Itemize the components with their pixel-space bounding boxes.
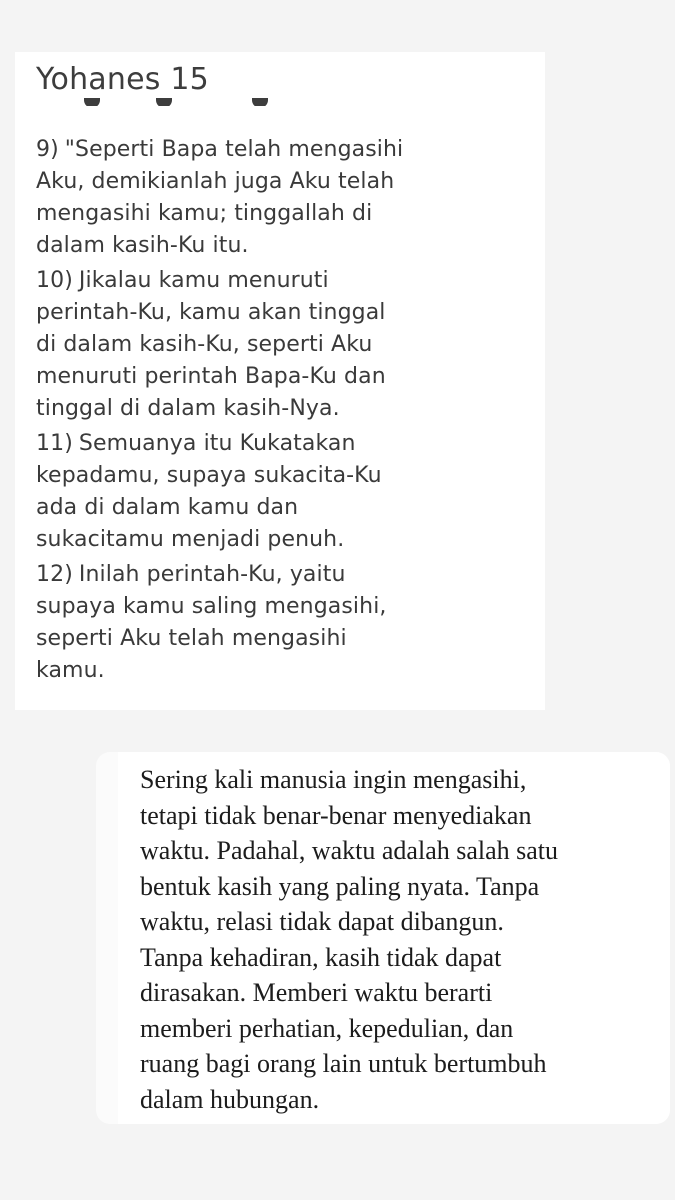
- verse-list: [36, 134, 536, 690]
- note-line: waktu. Padahal, waktu adalah salah satu: [140, 836, 559, 865]
- reflection-note-card: [96, 752, 670, 1124]
- verse-9: [36, 134, 536, 262]
- verse-number: 11): [36, 431, 73, 456]
- verse-line: Inilah perintah-Ku, yaitu: [78, 562, 346, 587]
- verse-12: [36, 559, 536, 687]
- verse-line: mengasihi kamu; tinggallah di: [36, 201, 373, 226]
- note-line: Sering kali manusia ingin mengasihi,: [140, 765, 527, 794]
- note-line: tetapi tidak benar-benar menyediakan: [140, 800, 532, 830]
- verse-line: kamu.: [36, 658, 105, 683]
- verse-10: [36, 265, 536, 425]
- cropped-text-remnant: [36, 98, 276, 106]
- verse-number: 12): [36, 562, 73, 587]
- note-line: memberi perhatian, kepedulian, dan: [140, 1013, 514, 1043]
- verse-line: seperti Aku telah mengasihi: [36, 626, 347, 651]
- verse-line: Jikalau kamu menuruti: [78, 268, 329, 293]
- verse-line: menuruti perintah Bapa-Ku dan: [36, 364, 386, 389]
- verse-line: supaya kamu saling mengasihi,: [36, 594, 387, 619]
- bible-passage-card: [15, 52, 545, 710]
- verse-line: sukacitamu menjadi penuh.: [36, 527, 345, 552]
- note-line: dirasakan. Memberi waktu berarti: [140, 978, 493, 1007]
- verse-11: [36, 428, 536, 556]
- note-line: ruang bagi orang lain untuk bertumbuh: [140, 1049, 547, 1078]
- verse-line: dalam kasih-Ku itu.: [36, 233, 249, 258]
- note-line: bentuk kasih yang paling nyata. Tanpa: [140, 871, 540, 901]
- verse-line: Aku, demikianlah juga Aku telah: [36, 169, 395, 194]
- verse-line: perintah-Ku, kamu akan tinggal: [36, 300, 386, 325]
- note-paper: [118, 752, 670, 1124]
- verse-number: 9): [36, 137, 59, 162]
- verse-line: di dalam kasih-Ku, seperti Aku: [36, 332, 373, 357]
- verse-number: 10): [36, 268, 73, 293]
- note-line: waktu, relasi tidak dapat dibangun.: [140, 907, 504, 936]
- passage-title: Yohanes 15: [36, 62, 209, 97]
- verse-line: ada di dalam kamu dan: [36, 495, 299, 520]
- note-line: Tanpa kehadiran, kasih tidak dapat: [140, 942, 502, 972]
- verse-line: Semuanya itu Kukatakan: [78, 431, 356, 456]
- verse-line: tinggal di dalam kasih-Nya.: [36, 396, 340, 421]
- note-line: dalam hubungan.: [140, 1084, 320, 1114]
- verse-line: "Seperti Bapa telah mengasihi: [64, 137, 404, 162]
- reflection-text: [140, 762, 660, 1117]
- verse-line: kepadamu, supaya sukacita-Ku: [36, 463, 382, 488]
